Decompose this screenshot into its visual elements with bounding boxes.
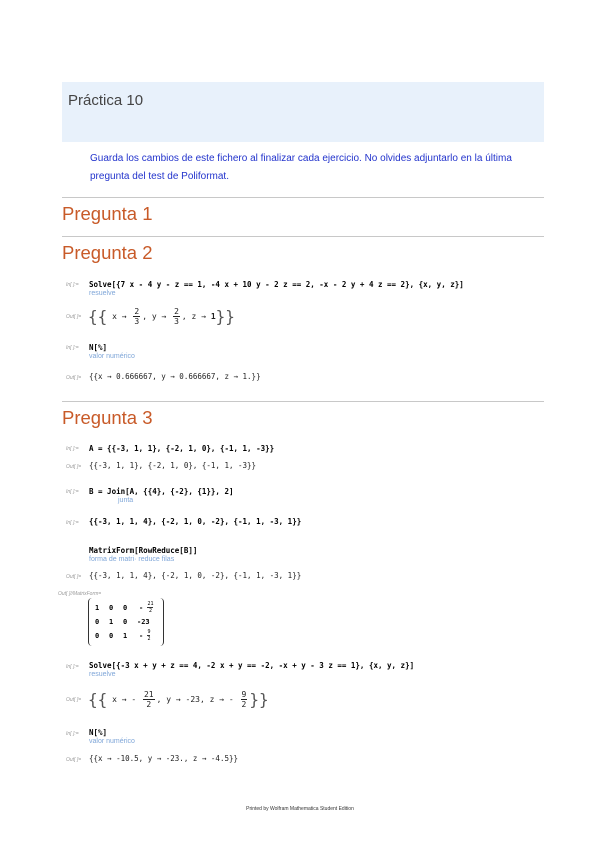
fraction-numerator: 2 (174, 306, 179, 316)
autocomplete-hint: resuelve (89, 290, 116, 297)
value: 1 (210, 311, 216, 321)
input-cell[interactable]: Solve[{7 x - 4 y - z == 1, -4 x + 10 y - 2 z == 2, -x - 2 y + 4 z == 2}, {x, y, z}] (89, 280, 464, 289)
title-cell (62, 82, 544, 142)
input-cell[interactable]: B = Join[A, {{4}, {-2}, {1}}, 2] (89, 487, 234, 496)
heading-pregunta-1: Pregunta 1 (62, 203, 153, 224)
output-label: Out[ ]= (66, 757, 82, 763)
input-label: In[ ]:= (66, 731, 79, 737)
output-cell: {{ x → - $\frac{21}{2}$ , y → -23 , z → - $\frac{9}{2}$ }} (88, 689, 269, 709)
instruction-text: Guarda los cambios de este fichero al finalizar cada ejercicio. No olvides adjuntarlo en la última pregunta del test de Poliformat. (90, 153, 512, 182)
matrix-cell: 1 (95, 604, 100, 612)
divider (62, 236, 544, 237)
fraction-denominator: 2 (148, 608, 152, 614)
output-label: Out[ ]//MatrixForm= (58, 591, 102, 597)
heading-pregunta-3: Pregunta 3 (62, 407, 153, 428)
input-cell[interactable]: {{-3, 1, 1, 4}, {-2, 1, 0, -2}, {-1, 1, -3, 1}} (89, 517, 302, 526)
output-cell: {{x → 0.666667, y → 0.666667, z → 1.}} (89, 372, 261, 381)
fraction-denominator: 3 (174, 316, 179, 326)
matrix-cell: 0 (109, 604, 114, 612)
input-label: In[ ]:= (66, 664, 79, 670)
fraction-numerator: 9 (241, 689, 247, 699)
input-label: In[ ]:= (66, 345, 79, 351)
input-cell[interactable]: N[%] (89, 728, 108, 737)
fraction-denominator: 2 (241, 699, 247, 709)
output-label: Out[ ]= (66, 464, 82, 470)
fraction-numerator: 9 (147, 629, 151, 635)
matrix-cell: 0 (109, 632, 114, 640)
output-label: Out[ ]= (66, 314, 82, 320)
autocomplete-hint: valor numérico (89, 353, 135, 360)
minus-sign: - (139, 631, 144, 640)
fraction-numerator: 21 (143, 689, 154, 699)
input-label: In[ ]:= (66, 489, 79, 495)
heading-pregunta-2: Pregunta 2 (62, 242, 153, 263)
autocomplete-hint: forma de matri· reduce filas (89, 556, 175, 563)
matrix-cell: 1 (123, 632, 128, 640)
matrix-cell (139, 601, 153, 614)
matrix-cell: 0 (123, 604, 128, 612)
autocomplete-hint: valor numérico (89, 738, 135, 745)
input-cell[interactable]: N[%] (89, 343, 108, 352)
fraction-denominator: 2 (146, 699, 152, 709)
matrix-cell: 1 (109, 618, 114, 626)
input-cell[interactable]: A = {{-3, 1, 1}, {-2, 1, 0}, {-1, 1, -3}} (89, 444, 275, 453)
output-label: Out[ ]= (66, 697, 82, 703)
input-cell[interactable]: MatrixForm[RowReduce[B]] (89, 546, 198, 555)
matrix-cell: 0 (123, 618, 128, 626)
page-title: Práctica 10 (68, 92, 144, 109)
matrix-output (88, 598, 164, 646)
matrix-cell: -23 (137, 618, 150, 626)
input-label: In[ ]:= (66, 282, 79, 288)
fraction-numerator: 21 (147, 601, 154, 607)
matrix-cell: 0 (95, 618, 100, 626)
input-label: In[ ]:= (66, 446, 79, 452)
divider (62, 197, 544, 198)
autocomplete-hint: resuelve (89, 671, 116, 678)
minus-sign: - (139, 603, 144, 612)
footer-text: Printed by Wolfram Mathematica Student Edition (246, 806, 354, 812)
autocomplete-hint: junta (118, 497, 134, 504)
fraction-numerator: 2 (134, 306, 140, 316)
fraction-denominator: 3 (134, 316, 140, 326)
matrix-cell: 0 (95, 632, 100, 640)
output-cell: {{x → -10.5, y → -23., z → -4.5}} (89, 754, 239, 763)
value: -23 (185, 694, 200, 704)
output-label: Out[ ]= (66, 574, 82, 580)
output-cell: {{-3, 1, 1}, {-2, 1, 0}, {-1, 1, -3}} (89, 461, 257, 470)
input-cell[interactable]: Solve[{-3 x + y + z == 4, -2 x + y == -2, -x + y - 3 z == 1}, {x, y, z}] (89, 661, 415, 670)
input-label: In[ ]:= (66, 520, 79, 526)
divider (62, 401, 544, 402)
output-label: Out[ ]= (66, 375, 82, 381)
output-cell: {{ x → $\frac{2}{3}$ , y → $\frac{2}{3}$ , z → 1 }} (88, 306, 235, 326)
output-cell: {{-3, 1, 1, 4}, {-2, 1, 0, -2}, {-1, 1, -3, 1}} (89, 571, 302, 580)
fraction-denominator: 2 (147, 636, 151, 642)
matrix-cell (139, 629, 150, 642)
